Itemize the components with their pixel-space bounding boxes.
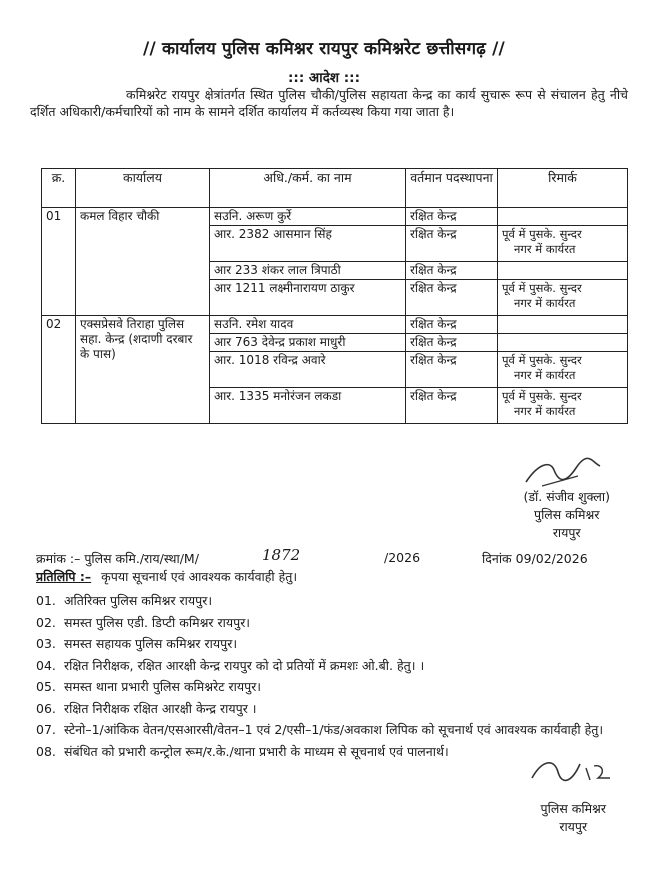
reference-prefix: क्रमांक :– पुलिस कमि./राय/स्था/M/ [36,551,199,566]
signatory-name: (डॉ. संजीव शुक्ला) [523,489,610,504]
header-name: अधि./कर्म. का नाम [210,169,406,208]
row-posting: रक्षित केन्द्र [406,334,498,352]
remark-line: नगर में कार्यरत [514,368,576,382]
table-row [42,208,628,226]
copy-heading [36,568,297,585]
order-intro-paragraph: कमिश्नरेट रायपुर क्षेत्रांतर्गत स्थित पुलिस चौकी/पुलिस सहायता केन्द्र का कार्य सुचारू रूप से संचालन हेतु नीचे दर्शित अधिकारी/कर्मचारियों को नाम के सामने दर्शित कार्यालय में कर्तव्यस्थ किया गया जाता है। [30,87,628,119]
header-office: कार्यालय [76,169,210,208]
reference-date: दिनांक 09/02/2026 [482,551,588,566]
reference-year: /2026 [384,550,421,565]
item-text: स्टेनो–1/आंकिक वेतन/एसआरसी/वेतन–1 एवं 2/एसी–1/फंड/अवकाश लिपिक को सूचनार्थ एवं आवश्यक कार्यवाही हेतु। [64,722,604,737]
signatory2-block [541,800,607,836]
row-office: एक्सप्रेसवे तिराहा पुलिस सहा. केन्द्र (शदाणी दरबार के पास) [76,316,210,424]
item-number: 01. [36,593,56,608]
row-name: आर. 1335 मनोरंजन लकडा [210,388,406,424]
item-text: रक्षित निरीक्षक, रक्षित आरक्षी केन्द्र रायपुर को दो प्रतियों में क्रमशः ओ.बी. हेतु। । [64,657,425,673]
copy-intro: कृपया सूचनार्थ एवं आवश्यक कार्यवाही हेतु। [101,569,298,584]
row-remark [498,208,628,226]
item-text: अतिरिक्त पुलिस कमिश्नर रायपुर। [64,593,213,608]
row-remark [498,352,628,388]
row-remark [498,226,628,262]
header-posting: वर्तमान पदस्थापना [406,169,498,208]
item-number: 03. [36,636,56,651]
item-text: समस्त पुलिस एडी. डिप्टी कमिश्नर रायपुर। [64,614,251,630]
signatory2-place: रायपुर [559,819,588,834]
row-sno: 01 [42,208,76,316]
row-remark [498,262,628,280]
list-item [36,655,620,677]
order-title: ::: आदेश ::: [288,70,360,86]
signatory-place: रायपुर [552,525,581,540]
row-posting: रक्षित केन्द्र [406,280,498,316]
item-number: 06. [36,700,56,716]
signatory-designation: पुलिस कमिश्नर [533,507,600,522]
list-item [36,676,620,698]
row-remark [498,388,628,424]
remark-line: पूर्व में पुसके. सुन्दर [502,353,582,367]
row-posting: रक्षित केन्द्र [406,352,498,388]
row-posting: रक्षित केन्द्र [406,316,498,334]
list-item [36,612,620,634]
posting-table [41,168,628,424]
table-row [42,316,628,334]
reference-number: 1872 [262,546,301,564]
row-name: आर. 2382 आसमान सिंह [210,226,406,262]
remark-line: पूर्व में पुसके. सुन्दर [502,389,582,403]
list-item [36,633,620,655]
table-header-row [42,169,628,208]
list-item [36,698,620,720]
initials-mark [528,754,616,788]
list-item [36,719,620,741]
row-office: कमल विहार चौकी [76,208,210,316]
row-remark [498,334,628,352]
item-number: 02. [36,614,56,630]
item-number: 08. [36,743,56,759]
row-remark [498,316,628,334]
item-text: रक्षित निरीक्षक रक्षित आरक्षी केन्द्र रायपुर । [64,700,257,716]
item-text: समस्त सहायक पुलिस कमिश्नर रायपुर। [64,636,238,651]
row-posting: रक्षित केन्द्र [406,388,498,424]
remark-line: पूर्व में पुसके. सुन्दर [502,281,582,295]
header-sno: क्र. [42,169,76,208]
copy-list [36,590,620,762]
remark-line: पूर्व में पुसके. सुन्दर [502,227,582,241]
list-item [36,590,620,612]
remark-line: नगर में कार्यरत [514,242,576,256]
item-text: संबंधित को प्रभारी कन्ट्रोल रूम/र.के./थाना प्रभारी के माध्यम से सूचनार्थ एवं पालनार्थ। [64,743,449,759]
item-number: 04. [36,657,56,673]
item-number: 07. [36,722,56,737]
remark-line: नगर में कार्यरत [514,296,576,310]
row-sno: 02 [42,316,76,424]
row-name: आर 233 शंकर लाल त्रिपाठी [210,262,406,280]
row-name: आर 1211 लक्ष्मीनारायण ठाकुर [210,280,406,316]
signatory2-designation: पुलिस कमिश्नर [540,801,606,816]
signature-mark [520,456,604,490]
row-posting: रक्षित केन्द्र [406,262,498,280]
row-posting: रक्षित केन्द्र [406,208,498,226]
row-name: आर. 1018 रविन्द्र अवारे [210,352,406,388]
copy-label: प्रतिलिपि :– [36,569,92,584]
header-remark: रिमार्क [498,169,628,208]
row-name: सउनि. अरूण कुर्रे [210,208,406,226]
row-posting: रक्षित केन्द्र [406,226,498,262]
office-heading: // कार्यालय पुलिस कमिश्नर रायपुर कमिश्नरेट छत्तीसगढ़ // [143,39,505,59]
row-name: सउनि. रमेश यादव [210,316,406,334]
signatory-block [523,488,610,542]
row-remark [498,280,628,316]
remark-line: नगर में कार्यरत [514,404,576,418]
row-name: आर 763 देवेन्द्र प्रकाश माधुरी [210,334,406,352]
item-text: समस्त थाना प्रभारी पुलिस कमिश्नरेट रायपुर। [64,679,262,694]
item-number: 05. [36,679,56,694]
